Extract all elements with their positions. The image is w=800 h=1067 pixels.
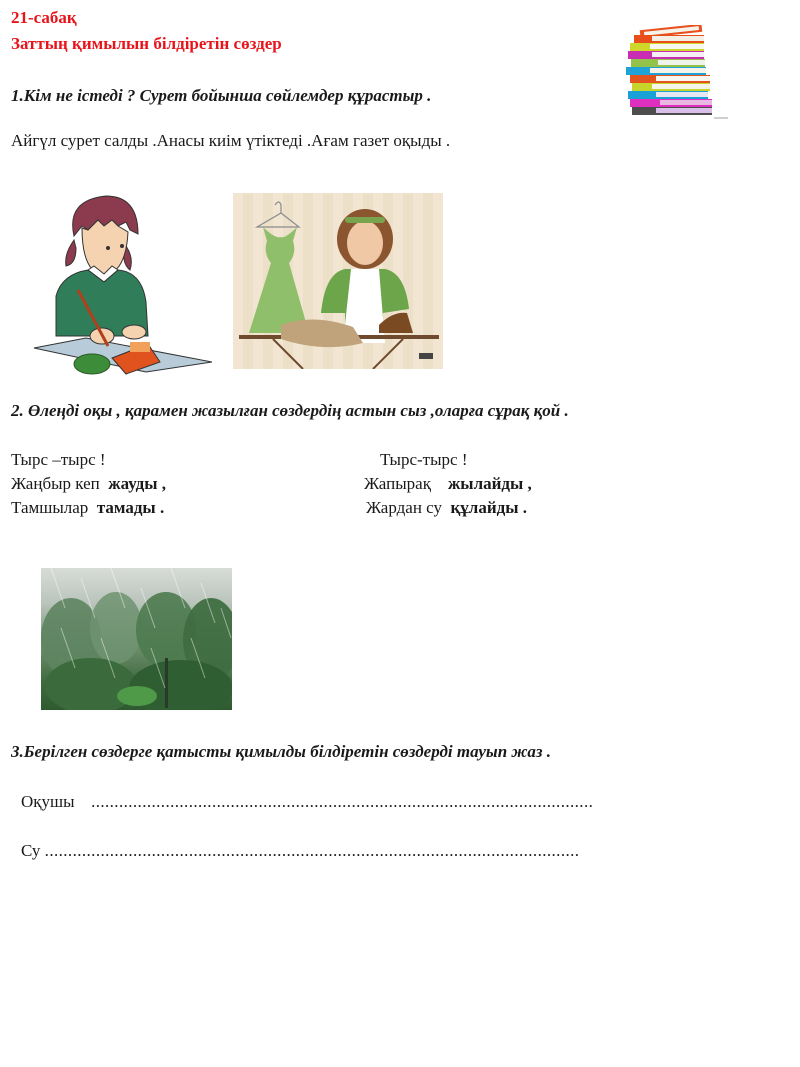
answer-line[interactable] <box>21 792 593 812</box>
poem-line <box>364 448 532 472</box>
bold-verb: құлайды <box>450 498 519 517</box>
answer-word: Су <box>21 841 41 860</box>
poem-line <box>11 496 166 520</box>
lesson-title: Заттың қимылын білдіретін сөздер <box>11 34 282 53</box>
bold-verb: жылайды <box>447 474 524 493</box>
woman-ironing-image <box>233 193 443 369</box>
bold-verb: тамады <box>96 498 156 517</box>
task2-title: 2. Өлеңді оқы , қарамен жазылған сөздердің астын сыз ,оларға сұрақ қой . <box>11 401 569 420</box>
poem-text: Тырс –тырс ! <box>11 450 106 469</box>
punctuation: , <box>523 474 532 493</box>
punctuation: , <box>157 474 167 493</box>
rain-forest-image <box>41 568 232 710</box>
poem-text: Тамшылар <box>11 498 97 517</box>
poem-text: Тырс-тырс ! <box>380 450 468 469</box>
poem-text: Жардан су <box>366 498 451 517</box>
task3-title: 3.Берілген сөздерге қатысты қимылды білдіретін сөздерді тауып жаз . <box>11 742 552 761</box>
answer-line[interactable] <box>21 841 579 861</box>
bold-verb: жауды <box>108 474 158 493</box>
task1-sentence: Айгүл сурет салды .Анасы киім үтіктеді .Ағам газет оқыды . <box>11 131 451 150</box>
poem-line <box>11 448 166 472</box>
book-stack-icon <box>622 25 734 123</box>
poem-line <box>11 472 166 496</box>
poem-text: Жапырақ <box>364 474 448 493</box>
poem-line <box>364 472 532 496</box>
answer-blank[interactable]: ................................................................................................................... <box>44 841 580 860</box>
poem-line <box>364 496 532 520</box>
answer-blank[interactable]: ............................................................................................................ <box>91 792 594 811</box>
poem-right-column <box>364 448 532 520</box>
answer-word: Оқушы <box>21 792 75 811</box>
poem-text: Жаңбыр кеп <box>11 474 109 493</box>
poem-left-column <box>11 448 166 520</box>
girl-drawing-image <box>26 186 212 378</box>
punctuation: . <box>155 498 165 517</box>
task1-title: 1.Кім не істеді ? Сурет бойынша сөйлемдер құрастыр . <box>11 86 432 105</box>
lesson-number: 21-сабақ <box>11 8 77 27</box>
punctuation: . <box>518 498 527 517</box>
